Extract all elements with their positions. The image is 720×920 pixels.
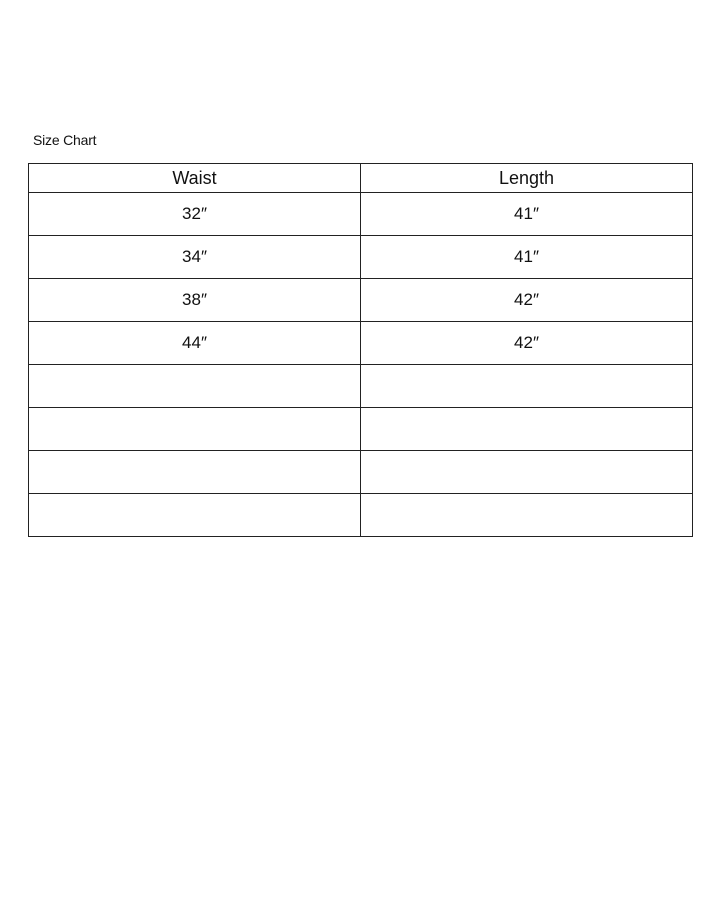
length-cell	[361, 494, 693, 537]
size-chart-table	[28, 163, 693, 537]
length-cell	[361, 408, 693, 451]
table-row	[29, 193, 693, 236]
table-row	[29, 494, 693, 537]
waist-cell	[29, 494, 361, 537]
table-header-row	[29, 164, 693, 193]
page-title: Size Chart	[33, 132, 97, 148]
waist-cell: 32″	[29, 193, 361, 236]
waist-cell: 44″	[29, 322, 361, 365]
waist-cell: 34″	[29, 236, 361, 279]
table-row	[29, 365, 693, 408]
waist-cell	[29, 451, 361, 494]
length-cell: 41″	[361, 193, 693, 236]
table-row	[29, 279, 693, 322]
column-header-length: Length	[361, 164, 693, 193]
waist-cell: 38″	[29, 279, 361, 322]
length-cell	[361, 451, 693, 494]
table-row	[29, 408, 693, 451]
length-cell: 41″	[361, 236, 693, 279]
table-row	[29, 451, 693, 494]
length-cell: 42″	[361, 279, 693, 322]
table-row	[29, 322, 693, 365]
waist-cell	[29, 365, 361, 408]
waist-cell	[29, 408, 361, 451]
column-header-waist: Waist	[29, 164, 361, 193]
length-cell	[361, 365, 693, 408]
table-row	[29, 236, 693, 279]
length-cell: 42″	[361, 322, 693, 365]
